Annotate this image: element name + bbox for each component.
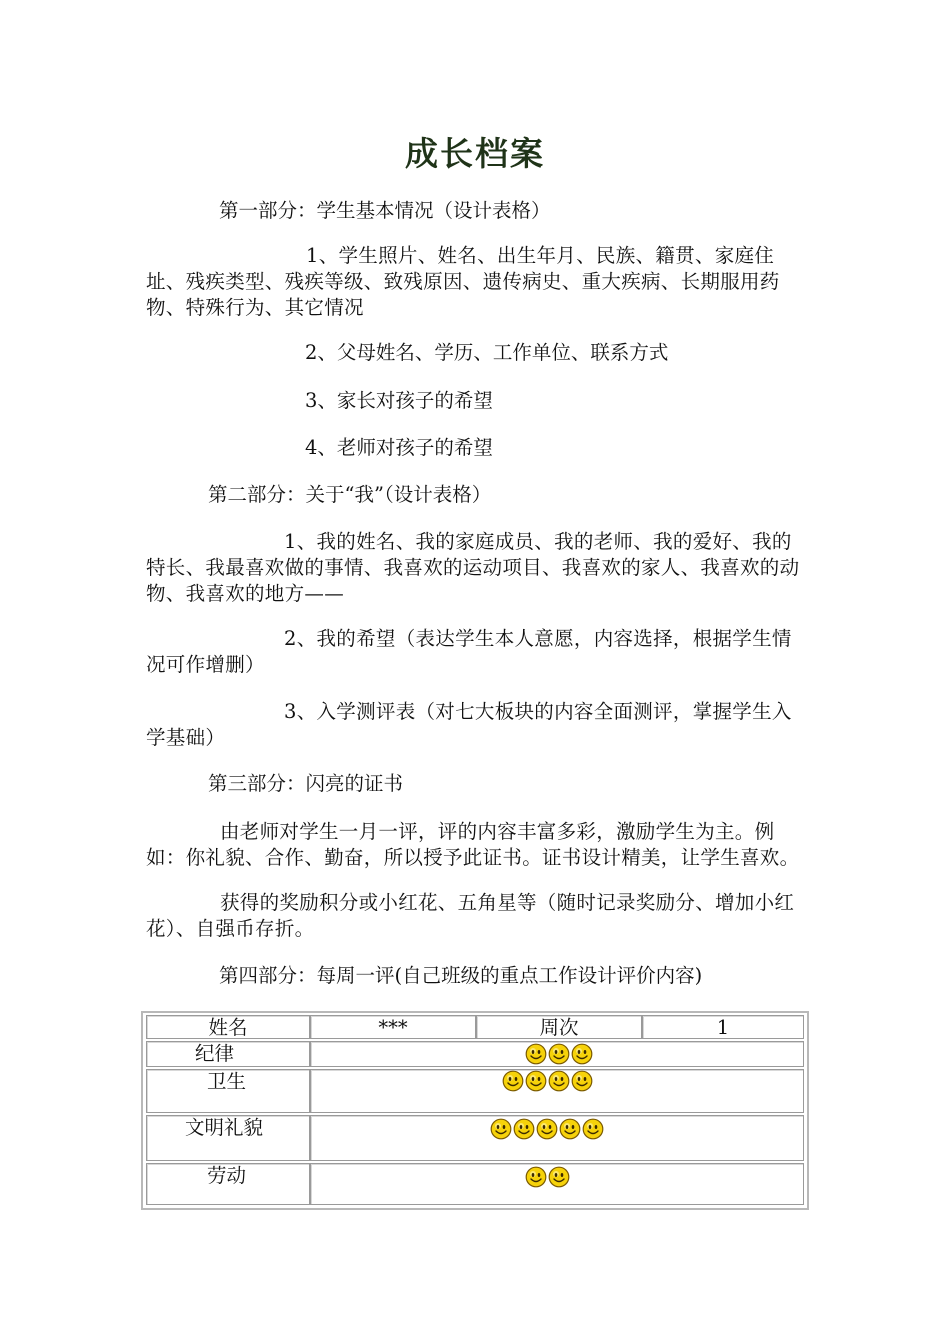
- smiley-face-icon: [582, 1118, 604, 1140]
- smiley-face-icon: [571, 1043, 593, 1065]
- smiley-face-icon: [548, 1070, 570, 1092]
- row-label-civility: 文明礼貌: [146, 1115, 310, 1161]
- part1-item-2: 2、父母姓名、学历、工作单位、联系方式: [305, 341, 669, 364]
- smiley-face-icon: [525, 1070, 547, 1092]
- part3-paragraph-2: 获得的奖励积分或小红花、五角星等（随时记录奖励分、增加小红花）、自强币存折。: [146, 891, 795, 940]
- smiley-face-icon: [548, 1166, 570, 1188]
- part4-heading: 第四部分：每周一评(自己班级的重点工作设计评价内容): [219, 964, 703, 987]
- document-title: 成长档案: [405, 134, 545, 173]
- smiley-face-icon: [513, 1118, 535, 1140]
- smiley-face-icon: [548, 1043, 570, 1065]
- smiley-face-icon: [502, 1070, 524, 1092]
- part2-item-2: 2、我的希望（表达学生本人意愿，内容选择，根据学生情况可作增删）: [146, 627, 792, 676]
- smiley-face-icon: [571, 1070, 593, 1092]
- header-cell-week-number: 1: [642, 1015, 804, 1039]
- part2-item-1: 1、我的姓名、我的家庭成员、我的老师、我的爱好、我的特长、我最喜欢做的事情、我喜欢的运动项目、我喜欢的家人、我喜欢的动物、我喜欢的地方——: [146, 530, 800, 605]
- smiley-face-icon: [490, 1118, 512, 1140]
- smiley-face-icon: [525, 1166, 547, 1188]
- weekly-evaluation-table: [141, 1011, 809, 1210]
- part3-paragraph-1: 由老师对学生一月一评，评的内容丰富多彩，激励学生为主。例如：你礼貌、合作、勤奋，所以授予此证书。证书设计精美，让学生喜欢。: [146, 820, 800, 869]
- part2-heading: 第二部分：关于“我”（设计表格）: [208, 483, 492, 506]
- part2-item-3: 3、入学测评表（对七大板块的内容全面测评，掌握学生入学基础）: [146, 700, 792, 749]
- part3-heading: 第三部分：闪亮的证书: [208, 772, 404, 795]
- part1-heading: 第一部分：学生基本情况（设计表格）: [219, 199, 551, 222]
- header-cell-name: 姓名: [146, 1015, 310, 1039]
- header-cell-student: ***: [310, 1015, 476, 1039]
- row-label-labor: 劳动: [146, 1163, 310, 1205]
- row-label-discipline: 纪律: [146, 1041, 310, 1067]
- smileys-hygiene: [502, 1070, 593, 1092]
- smileys-civility: [490, 1118, 604, 1140]
- smiley-face-icon: [536, 1118, 558, 1140]
- row-label-hygiene: 卫生: [146, 1069, 310, 1113]
- smiley-face-icon: [525, 1043, 547, 1065]
- part1-item-4: 4、老师对孩子的希望: [305, 436, 493, 459]
- part1-item-1: 1、学生照片、姓名、出生年月、民族、籍贯、家庭住址、残疾类型、残疾等级、致残原因、遗传病史、重大疾病、长期服用药物、特殊行为、其它情况: [146, 244, 780, 319]
- part1-item-3: 3、家长对孩子的希望: [305, 389, 493, 412]
- smiley-face-icon: [559, 1118, 581, 1140]
- smileys-labor: [525, 1166, 570, 1188]
- smileys-discipline: [525, 1043, 593, 1065]
- header-cell-week: 周次: [476, 1015, 642, 1039]
